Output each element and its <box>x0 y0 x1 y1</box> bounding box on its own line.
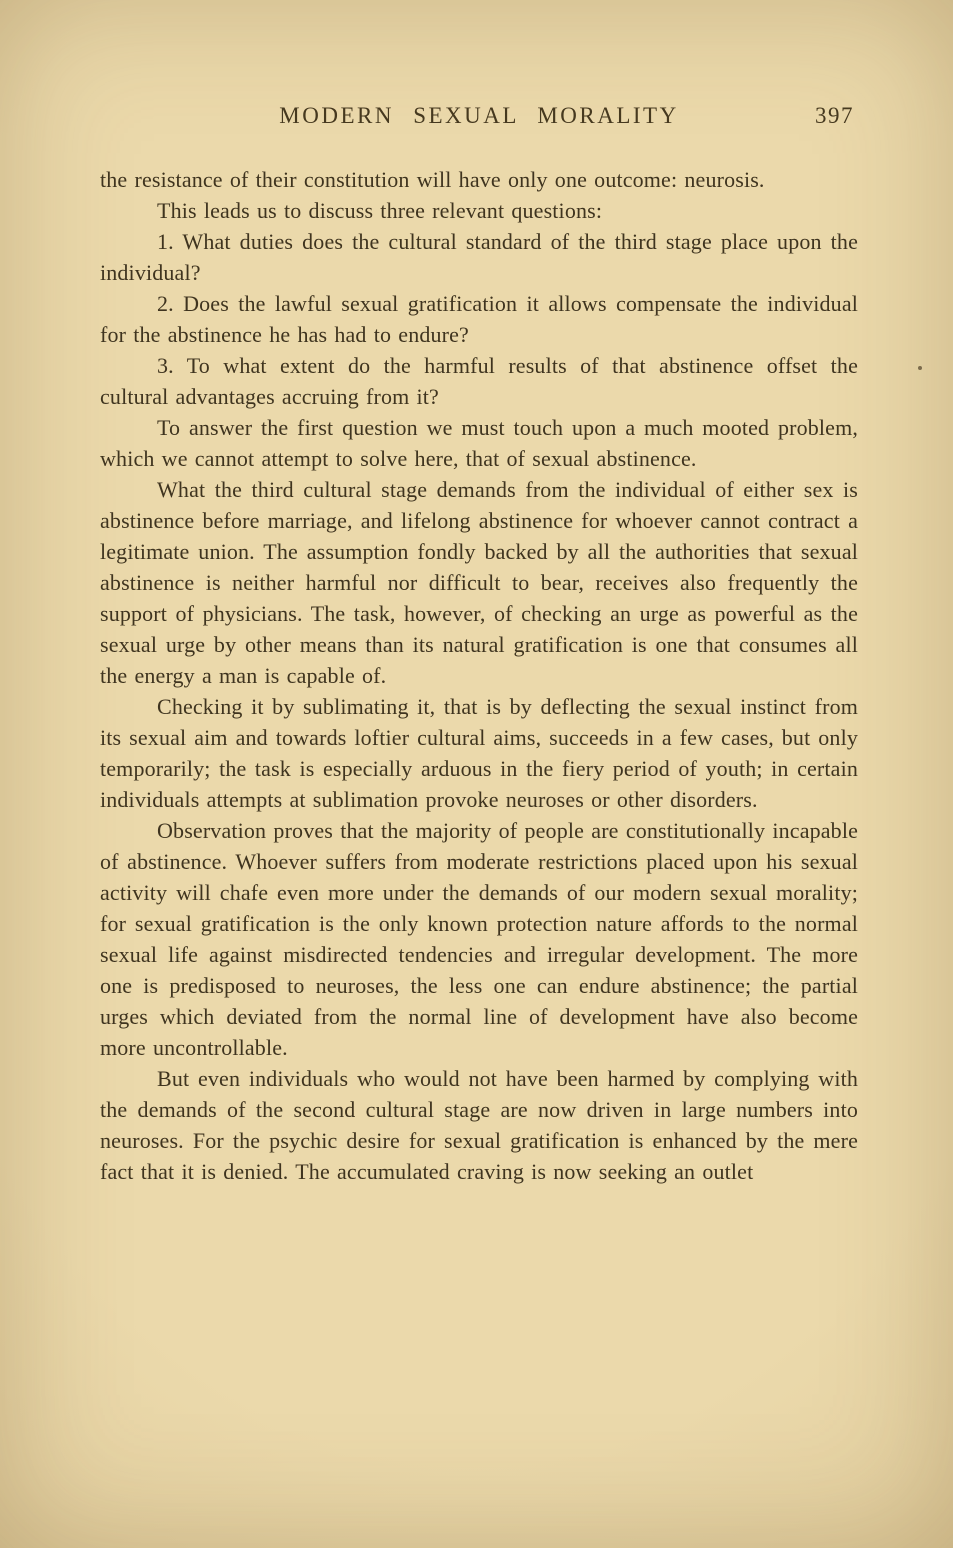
numbered-question-2: 2. Does the lawful sexual gratification it allows compensate the individual for the abstinence he has had to endure? <box>100 291 858 347</box>
ink-speck <box>918 366 922 370</box>
paragraph: Observation proves that the majority of people are constitutionally incapable of abstinence. Whoever suffers from moderate restrictions placed upon his sexual activity will chafe even more under the demands of our modern sexual morality; for sexual gratification is the only known protection nature affords to the normal sexual life against misdirected tendencies and irregular development. The more one is predisposed to neuroses, the less one can endure abstinence; the partial urges which deviated from the normal line of development have also become more uncontrollable. <box>100 818 858 1060</box>
page-body <box>100 164 858 1187</box>
numbered-question-3: 3. To what extent do the harmful results of that abstinence offset the cultural advantages accruing from it? <box>100 353 858 409</box>
paragraph: This leads us to discuss three relevant questions: <box>157 198 603 223</box>
page-number: 397 <box>815 103 854 128</box>
paragraph: Checking it by sublimating it, that is by deflecting the sexual instinct from its sexual aim and towards loftier cultural aims, succeeds in a few cases, but only temporarily; the task is especially arduous in the fiery period of youth; in certain individuals attempts at sublimation provoke neuroses or other disorders. <box>100 694 858 812</box>
paragraph: But even individuals who would not have been harmed by complying with the demands of the second cultural stage are now driven in large numbers into neuroses. For the psychic desire for sexual gratification is enhanced by the mere fact that it is denied. The accumulated craving is now seeking an outlet <box>100 1066 858 1184</box>
paragraph: To answer the first question we must touch upon a much mooted problem, which we cannot attempt to solve here, that of sexual abstinence. <box>100 415 858 471</box>
running-title: MODERN SEXUAL MORALITY <box>279 103 679 128</box>
paragraph: the resistance of their constitution will have only one outcome: neurosis. <box>100 167 765 192</box>
page-header <box>100 103 858 135</box>
numbered-question-1: 1. What duties does the cultural standard of the third stage place upon the individual? <box>100 229 858 285</box>
paragraph: What the third cultural stage demands from the individual of either sex is abstinence before marriage, and lifelong abstinence for whoever cannot contract a legitimate union. The assumption fondly backed by all the authorities that sexual abstinence is neither harmful nor difficult to bear, receives also frequently the support of physicians. The task, however, of checking an urge as powerful as the sexual urge by other means than its natural gratification is one that consumes all the energy a man is capable of. <box>100 477 858 688</box>
